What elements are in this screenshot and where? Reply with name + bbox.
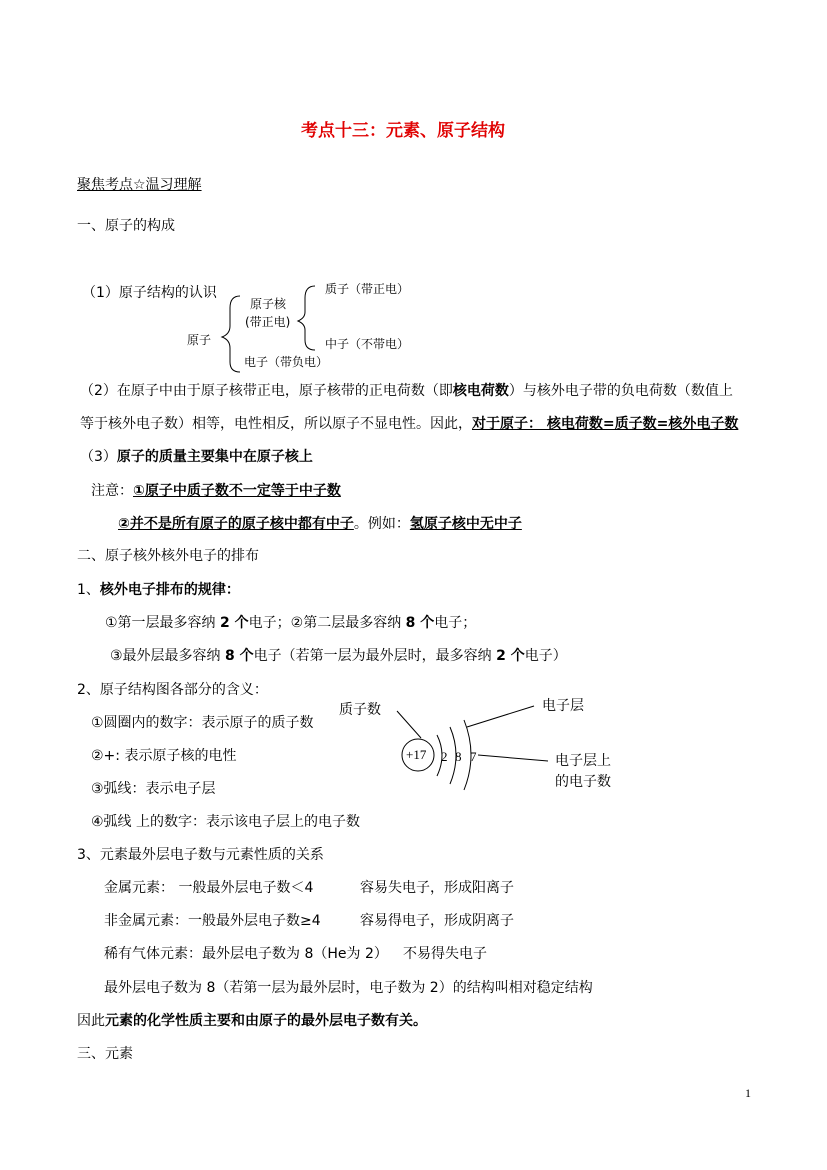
s2-rel-heading: 3、元素最外层电子数与元素性质的关系: [77, 847, 324, 863]
section-header: 聚焦考点☆温习理解: [77, 177, 202, 193]
metal-a: 金属元素： 一般最外层电子数＜4: [104, 880, 314, 896]
noble-b: 不易得失电子: [403, 946, 487, 962]
meaning-1: ①圆圈内的数字：表示原子的质子数: [91, 715, 314, 731]
s1-item2-line2: 等于核外电子数）相等，电性相反，所以原子不显电性。因此，对于原子： 核电荷数=质子数=核外电子数: [80, 416, 739, 432]
diagram-e2: 8: [455, 749, 462, 764]
tree-atom: 原子: [187, 333, 212, 347]
s1-note2: ②并不是所有原子的原子核中都有中子。例如：氢原子核中无中子: [118, 516, 522, 532]
nonmetal-a: 非金属元素：一般最外层电子数≥4: [104, 913, 321, 929]
page-number: 1: [745, 1086, 751, 1100]
diagram-e1: 2: [441, 749, 448, 764]
meaning-3: ③弧线：表示电子层: [91, 781, 216, 797]
conclusion: 因此元素的化学性质主要和由原子的最外层电子数有关。: [77, 1013, 427, 1029]
diagram-label-proton: 质子数: [339, 702, 381, 718]
stable-structure: 最外层电子数为 8（若第一层为最外层时，电子数为 2）的结构叫相对稳定结构: [104, 980, 593, 996]
s1-item1-label: （1）原子结构的认识: [82, 285, 217, 301]
tree-electron: 电子（带负电）: [244, 355, 329, 369]
diagram-label-on-shell-2: 的电子数: [555, 774, 611, 790]
nonmetal-b: 容易得电子，形成阴离子: [360, 913, 514, 929]
s1-item2-line1: （2）在原子中由于原子核带正电，原子核带的正电荷数（即核电荷数）与核外电子带的负电荷数（数值上: [80, 383, 733, 399]
tree-proton: 质子（带正电）: [325, 282, 410, 296]
s1-item3: （3）原子的质量主要集中在原子核上: [80, 449, 313, 465]
s3-heading: 三、元素: [77, 1046, 133, 1062]
s1-note1: 注意：①原子中质子数不一定等于中子数: [91, 483, 341, 499]
metal-b: 容易失电子，形成阳离子: [360, 880, 514, 896]
tree-nucleus-charge: (带正电): [245, 315, 291, 329]
diagram-nucleus: +17: [406, 747, 427, 762]
s2-heading: 二、原子核外核外电子的排布: [77, 548, 259, 564]
tree-nucleus: 原子核: [250, 297, 287, 311]
meaning-4: ④弧线 上的数字：表示该电子层上的电子数: [91, 814, 360, 830]
s2-rule2: ③最外层最多容纳 8 个电子（若第一层为最外层时，最多容纳 2 个电子）: [110, 648, 567, 664]
tree-neutron: 中子（不带电）: [325, 337, 410, 351]
diagram-e3: 7: [470, 749, 477, 764]
meaning-2: ②+: 表示原子核的电性: [91, 748, 237, 764]
diagram-label-on-shell-1: 电子层上: [555, 753, 611, 769]
noble-a: 稀有气体元素：最外层电子数为 8（He为 2）: [104, 946, 388, 962]
diagram-label-shell: 电子层: [542, 698, 584, 714]
s2-rule-heading: 1、核外电子排布的规律：: [77, 582, 240, 598]
s2-meaning-heading: 2、原子结构图各部分的含义：: [77, 682, 268, 698]
s1-heading: 一、原子的构成: [77, 218, 175, 234]
page-title: 考点十三：元素、原子结构: [301, 121, 505, 141]
s2-rule1: ①第一层最多容纳 2 个电子；②第二层最多容纳 8 个电子；: [105, 615, 477, 631]
